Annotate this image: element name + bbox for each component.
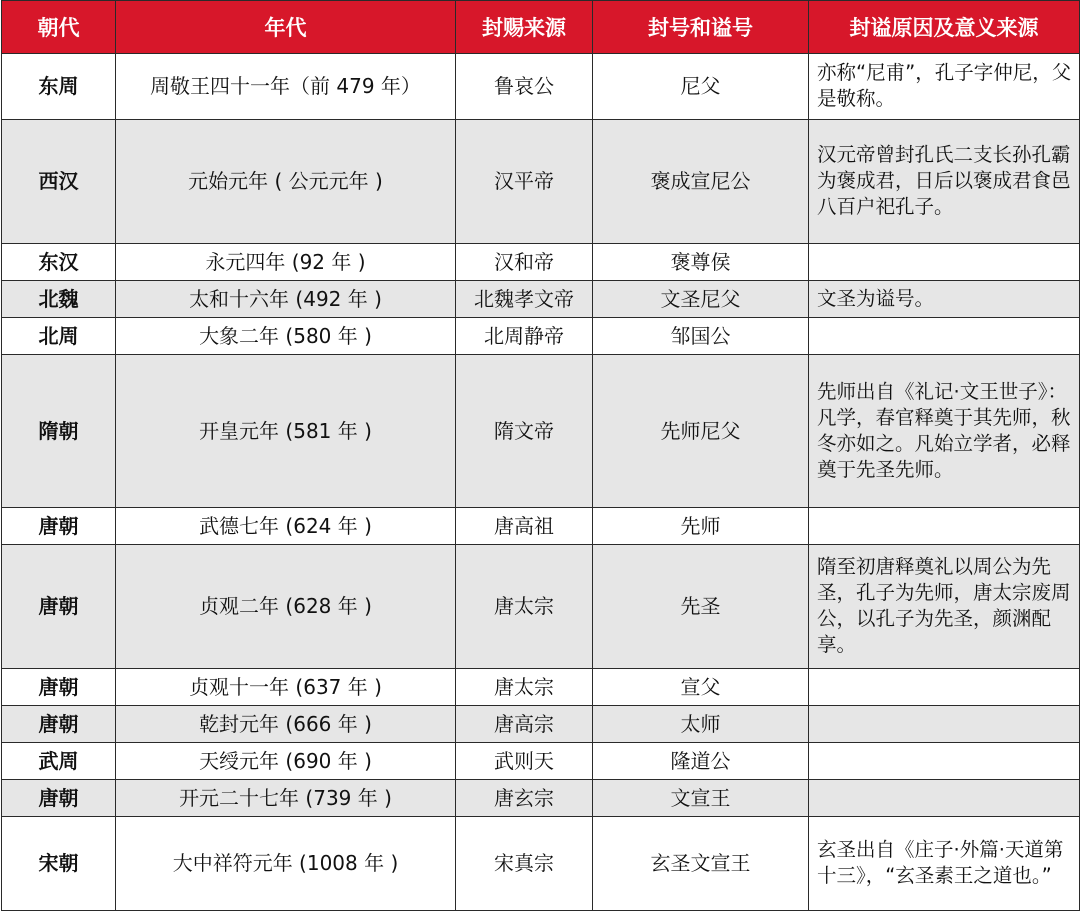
table-row: [2, 743, 1080, 780]
dynasty-cell: 唐朝: [2, 706, 116, 743]
titles-table: [1, 0, 1080, 911]
source-cell: 唐太宗: [456, 545, 593, 669]
source-cell: 唐高祖: [456, 508, 593, 545]
dynasty-cell: 北周: [2, 318, 116, 355]
note-cell: 汉元帝曾封孔氏二支长孙孔霸为褒成君，日后以褒成君食邑八百户祀孔子。: [809, 120, 1080, 244]
era-cell: 太和十六年 (492 年 ): [116, 281, 456, 318]
table-row: [2, 281, 1080, 318]
dynasty-cell: 东汉: [2, 244, 116, 281]
table-row: [2, 706, 1080, 743]
title-cell: 隆道公: [593, 743, 809, 780]
source-cell: 汉和帝: [456, 244, 593, 281]
era-cell: 元始元年 ( 公元元年 ): [116, 120, 456, 244]
dynasty-cell: 北魏: [2, 281, 116, 318]
title-cell: 先师尼父: [593, 355, 809, 508]
table-row: [2, 54, 1080, 120]
note-cell: [809, 318, 1080, 355]
source-cell: 汉平帝: [456, 120, 593, 244]
note-cell: 隋至初唐释奠礼以周公为先圣，孔子为先师，唐太宗废周公，以孔子为先圣，颜渊配享。: [809, 545, 1080, 669]
title-cell: 太师: [593, 706, 809, 743]
table-row: [2, 545, 1080, 669]
dynasty-cell: 唐朝: [2, 669, 116, 706]
table-row: [2, 244, 1080, 281]
dynasty-cell: 西汉: [2, 120, 116, 244]
era-cell: 贞观十一年 (637 年 ): [116, 669, 456, 706]
era-cell: 永元四年 (92 年 ): [116, 244, 456, 281]
note-cell: 先师出自《礼记·文王世子》：凡学，春官释奠于其先师，秋冬亦如之。凡始立学者，必释奠于先圣先师。: [809, 355, 1080, 508]
source-cell: 武则天: [456, 743, 593, 780]
note-cell: 玄圣出自《庄子·外篇·天道第十三》，“玄圣素王之道也。”: [809, 817, 1080, 911]
era-cell: 周敬王四十一年（前 479 年）: [116, 54, 456, 120]
table-row: [2, 120, 1080, 244]
source-cell: 唐玄宗: [456, 780, 593, 817]
era-cell: 开皇元年 (581 年 ): [116, 355, 456, 508]
dynasty-cell: 隋朝: [2, 355, 116, 508]
note-cell: [809, 508, 1080, 545]
era-cell: 大象二年 (580 年 ): [116, 318, 456, 355]
source-cell: 宋真宗: [456, 817, 593, 911]
source-cell: 鲁哀公: [456, 54, 593, 120]
table-row: [2, 817, 1080, 911]
note-cell: [809, 669, 1080, 706]
header-row: [2, 1, 1080, 54]
table-row: [2, 508, 1080, 545]
title-cell: 邹国公: [593, 318, 809, 355]
note-cell: 亦称“尼甫”，孔子字仲尼，父是敬称。: [809, 54, 1080, 120]
header-note: 封谥原因及意义来源: [809, 1, 1080, 54]
source-cell: 北周静帝: [456, 318, 593, 355]
header-title: 封号和谥号: [593, 1, 809, 54]
era-cell: 贞观二年 (628 年 ): [116, 545, 456, 669]
source-cell: 隋文帝: [456, 355, 593, 508]
dynasty-cell: 宋朝: [2, 817, 116, 911]
note-cell: 文圣为谥号。: [809, 281, 1080, 318]
title-cell: 尼父: [593, 54, 809, 120]
header-era: 年代: [116, 1, 456, 54]
dynasty-cell: 唐朝: [2, 545, 116, 669]
title-cell: 褒成宣尼公: [593, 120, 809, 244]
era-cell: 乾封元年 (666 年 ): [116, 706, 456, 743]
dynasty-cell: 唐朝: [2, 780, 116, 817]
era-cell: 武德七年 (624 年 ): [116, 508, 456, 545]
header-dynasty: 朝代: [2, 1, 116, 54]
title-cell: 先师: [593, 508, 809, 545]
title-cell: 先圣: [593, 545, 809, 669]
note-cell: [809, 780, 1080, 817]
title-cell: 宣父: [593, 669, 809, 706]
title-cell: 文宣王: [593, 780, 809, 817]
table-row: [2, 318, 1080, 355]
title-cell: 玄圣文宣王: [593, 817, 809, 911]
table-row: [2, 780, 1080, 817]
note-cell: [809, 244, 1080, 281]
dynasty-cell: 武周: [2, 743, 116, 780]
era-cell: 大中祥符元年 (1008 年 ): [116, 817, 456, 911]
dynasty-cell: 唐朝: [2, 508, 116, 545]
title-cell: 褒尊侯: [593, 244, 809, 281]
note-cell: [809, 706, 1080, 743]
title-cell: 文圣尼父: [593, 281, 809, 318]
header-source: 封赐来源: [456, 1, 593, 54]
table-row: [2, 355, 1080, 508]
source-cell: 北魏孝文帝: [456, 281, 593, 318]
source-cell: 唐高宗: [456, 706, 593, 743]
era-cell: 天绶元年 (690 年 ): [116, 743, 456, 780]
source-cell: 唐太宗: [456, 669, 593, 706]
note-cell: [809, 743, 1080, 780]
dynasty-cell: 东周: [2, 54, 116, 120]
era-cell: 开元二十七年 (739 年 ): [116, 780, 456, 817]
table-row: [2, 669, 1080, 706]
